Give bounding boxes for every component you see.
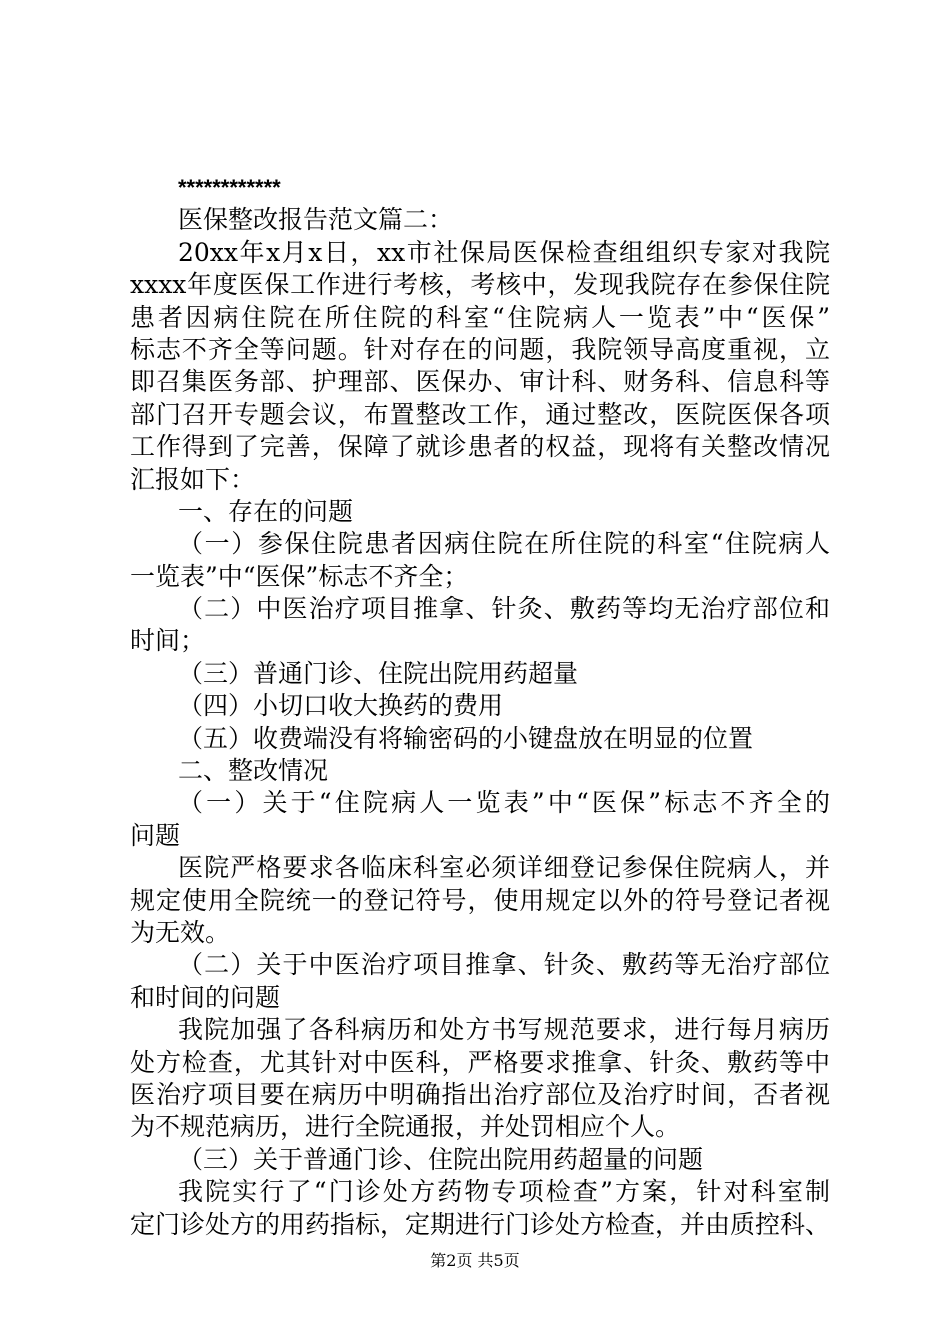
separator-line: ************ bbox=[178, 175, 281, 200]
text-line: （三）普通门诊、住院出院用药超量 bbox=[178, 658, 579, 688]
text-line: 和时间的问题 bbox=[130, 982, 281, 1012]
text-line: 医治疗项目要在病历中明确指出治疗部位及治疗时间，否者视 bbox=[130, 1079, 830, 1109]
text-line: 定门诊处方的用药指标，定期进行门诊处方检查，并由质控科、 bbox=[130, 1209, 830, 1239]
text-line: 问题 bbox=[130, 820, 181, 850]
text-line: 部门召开专题会议，布置整改工作，通过整改，医院医保各项 bbox=[130, 399, 830, 429]
text-line: 医保整改报告范文篇二： bbox=[178, 205, 454, 235]
text-line: 即召集医务部、护理部、医保办、审计科、财务科、信息科等 bbox=[130, 367, 830, 397]
text-line: 我院实行了“门诊处方药物专项检查”方案，针对科室制 bbox=[178, 1177, 830, 1207]
text-line: 医院严格要求各临床科室必须详细登记参保住院病人，并 bbox=[178, 853, 830, 883]
page-footer: 第2页 共5页 bbox=[430, 1251, 520, 1270]
text-line: 时间； bbox=[130, 626, 206, 656]
text-line: 标志不齐全等问题。针对存在的问题，我院领导高度重视，立 bbox=[130, 334, 830, 364]
text-line: （三）关于普通门诊、住院出院用药超量的问题 bbox=[178, 1144, 704, 1174]
text-line: （五）收费端没有将输密码的小键盘放在明显的位置 bbox=[178, 723, 754, 753]
text-line: 工作得到了完善，保障了就诊患者的权益，现将有关整改情况 bbox=[130, 432, 830, 462]
text-line: 汇报如下： bbox=[130, 464, 256, 494]
text-line: 20xx年x月x日，xx市社保局医保检查组组织专家对我院 bbox=[178, 237, 830, 267]
text-line: 规定使用全院统一的登记符号，使用规定以外的符号登记者视 bbox=[130, 885, 830, 915]
text-line: 我院加强了各科病历和处方书写规范要求，进行每月病历 bbox=[178, 1015, 830, 1045]
text-line: 为无效。 bbox=[130, 917, 231, 947]
text-line: （二）关于中医治疗项目推拿、针灸、敷药等无治疗部位 bbox=[178, 950, 830, 980]
text-line: 一、存在的问题 bbox=[178, 496, 354, 526]
text-line: （一）关于“住院病人一览表”中“医保”标志不齐全的 bbox=[178, 788, 830, 818]
text-line: （四）小切口收大换药的费用 bbox=[178, 691, 504, 721]
text-line: 二、整改情况 bbox=[178, 756, 329, 786]
text-line: 患者因病住院在所住院的科室“住院病人一览表”中“医保” bbox=[130, 302, 830, 332]
text-line: xxxx年度医保工作进行考核，考核中，发现我院存在参保住院 bbox=[130, 270, 830, 300]
text-line: （二）中医治疗项目推拿、针灸、敷药等均无治疗部位和 bbox=[178, 594, 830, 624]
text-line: 一览表”中“医保”标志不齐全； bbox=[130, 561, 469, 591]
text-line: （一）参保住院患者因病住院在所住院的科室“住院病人 bbox=[178, 529, 830, 559]
text-line: 处方检查，尤其针对中医科，严格要求推拿、针灸、敷药等中 bbox=[130, 1047, 830, 1077]
text-line: 为不规范病历，进行全院通报，并处罚相应个人。 bbox=[130, 1112, 681, 1142]
document-body bbox=[130, 172, 830, 1241]
